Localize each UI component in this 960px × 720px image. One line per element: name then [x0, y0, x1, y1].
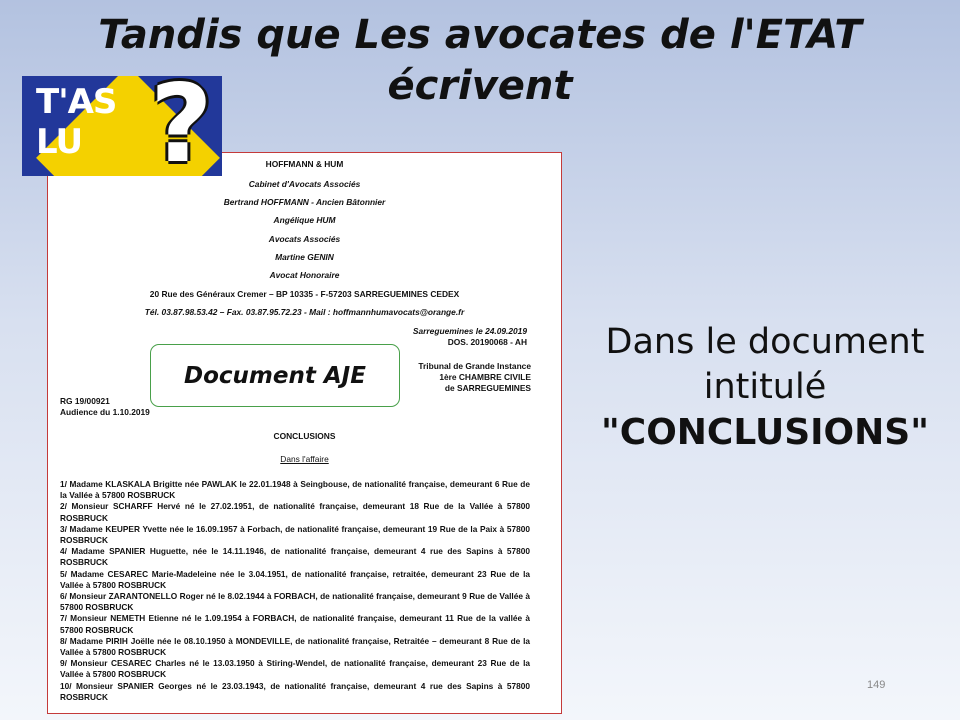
document-aje-callout	[150, 344, 400, 407]
caption-line2: intitulé	[703, 367, 827, 407]
associates-label: Avocats Associés	[268, 234, 341, 244]
parties-list	[60, 479, 530, 703]
rg-number: RG 19/00921	[60, 396, 110, 406]
party-entry: 6/ Monsieur ZARANTONELLO Roger né le 8.02.1944 à FORBACH, de nationalité française, demeurant 9 Rue de Vallée à 57800 ROSBRUCK	[60, 591, 530, 613]
document-subheading	[48, 454, 561, 464]
caption-line3: "CONCLUSIONS"	[601, 412, 929, 453]
firm-name: HOFFMANN & HUM	[265, 159, 344, 169]
firm-type: Cabinet d'Avocats Associés	[248, 179, 361, 189]
subheading-text: Dans l'affaire	[280, 454, 329, 464]
firm-address: 20 Rue des Généraux Cremer – BP 10335 - F-57203 SARREGUEMINES CEDEX	[149, 289, 460, 299]
party-entry: 4/ Madame SPANIER Huguette, née le 14.11.1946, de nationalité française, demeurant 4 rue des Sapins à 57800 ROSBRUCK	[60, 546, 530, 568]
slide-title-line1: Tandis que Les avocates de l'ETAT	[98, 12, 862, 58]
document-date: Sarreguemines le 24.09.2019	[412, 326, 527, 336]
document-heading: CONCLUSIONS	[273, 431, 336, 441]
tribunal-name: Tribunal de Grande Instance	[418, 361, 531, 371]
legal-document-scan	[47, 152, 562, 714]
party-entry: 9/ Monsieur CESAREC Charles né le 13.03.1950 à Stiring-Wendel, de nationalité française, demeurant 23 Rue de la Vallée à 57800 ROSBRUCK	[60, 658, 530, 680]
lawyer-name-1: Bertrand HOFFMANN - Ancien Bâtonnier	[223, 197, 386, 207]
logo-text-line2: LU	[36, 122, 83, 162]
audience-date: Audience du 1.10.2019	[60, 407, 150, 417]
tribunal-chamber: 1ère CHAMBRE CIVILE	[439, 372, 531, 382]
logo-text	[36, 82, 116, 162]
lawyer-name-3: Martine GENIN	[275, 252, 334, 262]
right-caption	[580, 320, 950, 455]
tas-lu-logo	[22, 76, 222, 176]
callout-label: Document AJE	[184, 362, 366, 389]
slide-title-line2: écrivent	[387, 63, 573, 109]
party-entry: 3/ Madame KEUPER Yvette née le 16.09.1957 à Forbach, de nationalité française, demeurant 19 Rue de la Paix à 57800 ROSBRUCK	[60, 523, 530, 546]
tribunal-city: de SARREGUEMINES	[444, 383, 531, 393]
party-entry: 5/ Madame CESAREC Marie-Madeleine née le 3.04.1951, de nationalité française, retraitée, demeurant 23 Rue de la Vallée à 57800 ROSBRUCK	[60, 568, 530, 590]
lawyer-name-2: Angélique HUM	[273, 215, 336, 225]
page-number: 149	[867, 679, 886, 691]
party-entry: 1/ Madame KLASKALA Brigitte née PAWLAK le 22.01.1948 à Seingbouse, de nationalité française, demeurant 6 Rue de la Vallée à 57800 ROSBRUCK	[60, 479, 530, 501]
logo-text-line1: T'AS	[36, 82, 117, 122]
party-entry: 10/ Monsieur SPANIER Georges né le 23.03.1943, de nationalité française, demeurant 4 rue des Sapins à 57800 ROSBRUCK	[60, 680, 530, 702]
firm-contact: Tél. 03.87.98.53.42 – Fax. 03.87.95.72.23 - Mail : hoffmannhumavocats@orange.fr	[144, 307, 465, 317]
question-mark-icon: ?	[150, 76, 213, 176]
party-entry: 2/ Monsieur SCHARFF Hervé né le 27.02.1951, de nationalité française, demeurant 18 Rue de la Vallée à 57800 ROSBRUCK	[60, 501, 530, 523]
party-entry: 8/ Madame PIRIH Joëlle née le 08.10.1950 à MONDEVILLE, de nationalité française, Retraitée – demeurant 8 Rue de la Vallée à 57800 ROSBRUCK	[60, 635, 530, 658]
caption-line1: Dans le document	[605, 322, 925, 362]
honorary-label: Avocat Honoraire	[269, 270, 340, 280]
document-reference: DOS. 20190068 - AH	[447, 337, 527, 347]
party-entry: 7/ Monsieur NEMETH Etienne né le 1.09.1954 à FORBACH, de nationalité française, demeurant 11 Rue de la vallée à 57800 ROSBRUCK	[60, 613, 530, 635]
